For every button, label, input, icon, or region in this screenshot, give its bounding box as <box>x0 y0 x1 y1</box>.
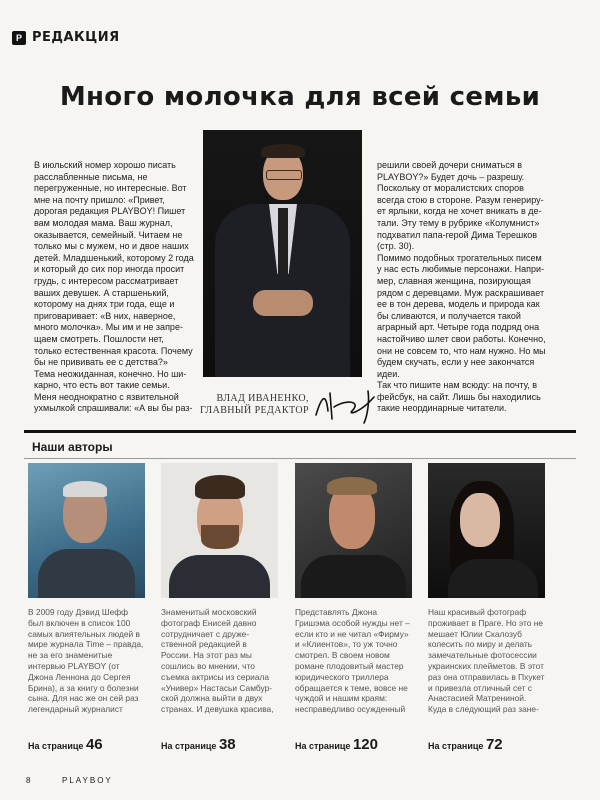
author-photo <box>28 463 145 598</box>
author-description: Наш красивый фотограф проживает в Праге. Но это не мешает Юлии Скалозуб колесить по миру и делать замечательные фотосессии украинских плейметов. В этот раз она отправилась в Пхукет и привезла отличный сет с Анастасией Матрениной. Куда в следующий раз зане <box>428 607 545 715</box>
editor-signature <box>200 393 309 417</box>
author-card <box>428 463 545 753</box>
section-header <box>12 30 120 45</box>
authors-heading: Наши авторы <box>32 440 113 454</box>
editor-photo <box>203 130 362 377</box>
page-reference: На странице 120 <box>295 736 378 753</box>
letter-paragraph: Помимо подобных трогательных писем у нас есть любимые персонажи. Например, славная женщина, позирующая рядом с деревцами. Муж раскрашивает ее в тон дерева, модель и природа как бы сливаются, и получается такой аграрный арт. Четыре года подряд она настойчиво шлет свои работы. Конечно, они не совсем то, что нам нужно. Но мы будем скучать, если у нее закончатся идеи. <box>377 252 546 379</box>
author-description: В 2009 году Дэвид Шефф был включен в список 100 самых влиятельных людей в мире журнала Time – правда, не за его знаменитые интервью PLAYBOY (от Джона Леннона до Сергея Брина), а за книгу о болезни сына. Для нас же он сей раз легендарный журналист <box>28 607 144 715</box>
page-reference: На странице 72 <box>428 736 503 753</box>
author-description: Знаменитый московский фотограф Енисей давно сотрудничает с дружественной редакцией в России. На этот раз мы сошлись во мнении, что съемка актрисы из сериала «Универ» Настасьи Самбурской должна выйти в двух странах. И девушка красива, <box>161 607 274 715</box>
authors-divider <box>24 430 576 433</box>
footer-page-number: 8 <box>26 776 31 785</box>
editor-name: ВЛАД ИВАНЕНКО, <box>216 393 309 404</box>
letter-paragraph: решили своей дочери сниматься в PLAYBOY?» Будет дочь – разрешу. Поскольку от моралистских споров всегда стою в стороне. Разум генерирует ярлыки, когда не хочет вникать в детали. Эту тему в рубрике «Колумнист» подхватил папа-герой Дима Терешков (стр. 30). <box>377 160 544 252</box>
authors-divider-thin <box>24 458 576 459</box>
page-reference: На странице 38 <box>161 736 236 753</box>
playboy-bunny-icon: P <box>12 31 26 45</box>
letter-column-left <box>34 160 194 415</box>
page-number: 120 <box>352 736 378 753</box>
author-photo <box>428 463 545 598</box>
letter-paragraph: Меня неоднократно с язвительной ухмылкой спрашивали: «А вы бы раз- <box>34 391 193 414</box>
letter-paragraph: Так что пишите нам всюду: на почту, в фейсбук, на сайт. Лишь бы находились такие неординарные читатели. <box>377 380 541 414</box>
author-card <box>295 463 412 753</box>
editor-role: ГЛАВНЫЙ РЕДАКТОР <box>200 405 309 416</box>
letter-paragraph: В июльский номер хорошо писать расслабленные письма, не перегруженные, но интересные. Вот мне на почту пришло: «Привет, дорогая редакция PLAYBOY! Пишет вам молодая мама. Ваш журнал, оказывается, семейный. Читаем не только мы с мужем, но и двое наших детей. Младшенький, которому 2 года и который до сих пор иногда просит грудь, с интересом рассматривает ваших девушек. А старшенький, которому на днях три года, еще и приговаривает: «В них, наверное, много молочка». Мы им и не запрещаем смотреть. Пошлости нет, только естественная красота. Почему бы не прививать ее с детства?» <box>34 160 194 368</box>
footer-magazine-name: PLAYBOY <box>62 776 113 785</box>
author-description: Представлять Джона Гришэма особой нужды нет – если кто и не читал «Фирму» и «Клиентов», то уж точно смотрел. В своем новом романе плодовитый мастер юридического триллера обращается к теме, вовсе не чуждой и нашим краям: несправедливо осужденный <box>295 607 410 715</box>
author-card <box>161 463 278 753</box>
section-label: РЕДАКЦИЯ <box>32 30 120 45</box>
page-title: Много молочка для всей семьи <box>59 82 541 112</box>
page-number: 72 <box>485 736 503 753</box>
page-reference: На странице 46 <box>28 736 103 753</box>
page-number: 38 <box>218 736 236 753</box>
author-photo <box>161 463 278 598</box>
page-number: 46 <box>85 736 103 753</box>
author-photo <box>295 463 412 598</box>
letter-paragraph: Тема неожиданная, конечно. Но шикарно, что есть вот такие семьи. <box>34 368 187 391</box>
handwritten-signature <box>312 385 392 425</box>
author-card <box>28 463 145 753</box>
letter-column-right <box>377 160 547 415</box>
